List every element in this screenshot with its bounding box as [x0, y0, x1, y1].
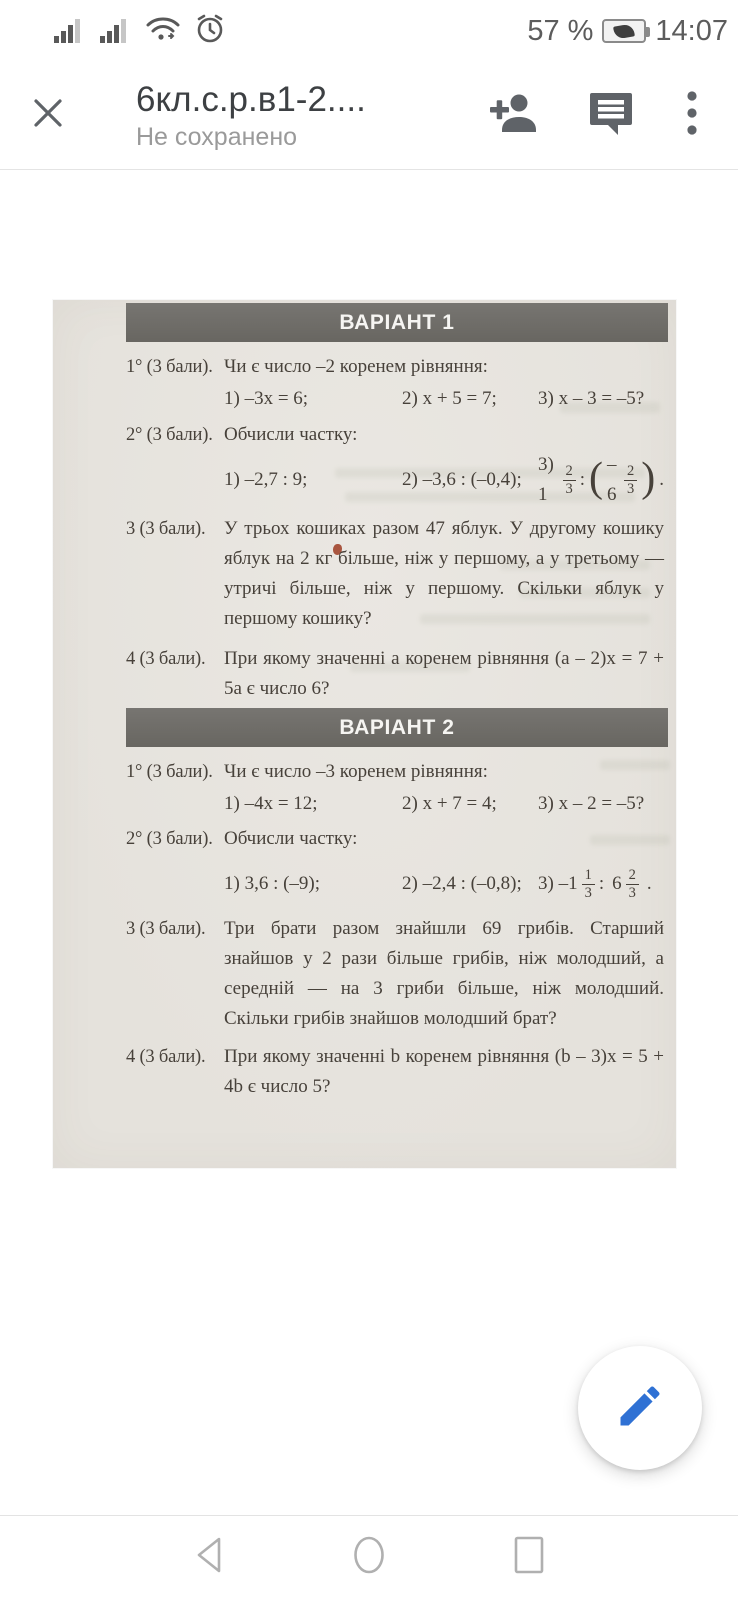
problem-text: При якому значенні a коренем рівняння (a – 2)x = 7 + 5a є число 6? [224, 648, 664, 699]
mixed-number-inner: 6 [612, 873, 622, 894]
nav-back-button[interactable] [191, 1534, 227, 1581]
v1-problem-3 [53, 514, 676, 634]
comments-button[interactable] [588, 89, 634, 142]
variant-1-banner: ВАРІАНТ 1 [126, 303, 668, 342]
close-icon [29, 94, 67, 137]
problem-lead: Чи є число –3 коренем рівняння: [224, 761, 488, 782]
close-button[interactable] [26, 94, 70, 138]
problem-number: 3 (3 бали). [126, 519, 206, 539]
fraction: $\frac{2}{3}$ [626, 867, 639, 901]
home-circle-icon [351, 1533, 387, 1582]
equation-items [224, 384, 664, 414]
person-add-icon [488, 92, 536, 139]
document-title: 6кл.с.р.в1-2.... [136, 79, 366, 119]
equation-item: 2) x + 5 = 7; [402, 388, 497, 409]
period: . [646, 873, 652, 894]
problem-text: Три брати разом знайшли 69 грибів. Старший знайшов у 2 рази більше грибів, ніж молодший, а середній — на 3 гриби більше, ніж молодший. Скільки грибів знайшов молодший брат? [224, 918, 664, 1029]
wifi-icon [144, 13, 182, 50]
equation-item: 1) –4x = 12; [224, 793, 318, 814]
battery-percent-text: 57 % [527, 14, 594, 47]
equation-items [224, 789, 664, 819]
division-sign: : [579, 469, 586, 490]
fraction: $\frac{2}{3}$ [563, 463, 576, 497]
variant-2-banner: ВАРІАНТ 2 [126, 708, 668, 747]
status-icons-left [52, 13, 226, 50]
quotient-item: 1) –2,7 : 9; [224, 469, 308, 490]
problem-number: 1° (3 бали). [126, 357, 213, 377]
v1-problem-1 [53, 352, 676, 414]
status-right [527, 15, 728, 48]
comment-icon [588, 89, 634, 142]
problem-number: 2° (3 бали). [126, 425, 213, 445]
nav-home-button[interactable] [351, 1533, 387, 1582]
close-paren: ) [641, 455, 656, 501]
cell-signal-icon-2 [98, 15, 132, 50]
share-button[interactable] [488, 92, 536, 139]
equation-item: 1) –3x = 6; [224, 388, 309, 409]
app-header [0, 62, 738, 170]
cell-signal-icon [52, 15, 86, 50]
period: . [659, 469, 664, 490]
equation-item: 3) x – 3 = –5? [538, 388, 645, 409]
problem-lead: Чи є число –2 коренем рівняння: [224, 356, 488, 377]
v2-problem-1 [53, 757, 676, 819]
status-bar [0, 0, 738, 62]
quotient-item-fractions [538, 450, 664, 510]
v1-problem-4 [53, 644, 676, 704]
problem-number: 4 (3 бали). [126, 1047, 206, 1067]
quotient-item: 2) –3,6 : (–0,4); [402, 469, 522, 490]
problem-number: 3 (3 бали). [126, 919, 206, 939]
problem-number: 4 (3 бали). [126, 649, 206, 669]
mixed-number-prefix: 3) –1 [538, 873, 578, 894]
system-nav-bar [0, 1515, 738, 1599]
equation-item: 2) x + 7 = 4; [402, 793, 497, 814]
quotient-item: 2) –2,4 : (–0,8); [402, 873, 522, 894]
title-block [136, 80, 366, 152]
recents-square-icon [511, 1534, 547, 1581]
three-dot-menu-icon [686, 90, 698, 141]
alarm-clock-icon [194, 13, 226, 50]
problem-number: 1° (3 бали). [126, 762, 213, 782]
v2-problem-2 [53, 824, 676, 910]
clock-text: 14:07 [655, 14, 728, 47]
quotient-item-fractions [538, 867, 664, 901]
battery-icon [602, 19, 646, 43]
problem-lead: Обчисли частку: [224, 828, 358, 849]
open-paren: ( [589, 455, 604, 501]
problem-text: У трьох кошиках разом 47 яблук. У другому кошику яблук на 2 кг більше, ніж у першому, а у третьому — утричі більше, ніж у першому. Скільки яблук у першому кошику? [224, 518, 664, 629]
overflow-menu-button[interactable] [686, 90, 698, 141]
problem-lead: Обчисли частку: [224, 424, 358, 445]
division-sign: : [598, 873, 605, 894]
quotient-items [224, 454, 664, 506]
save-status: Не сохранено [136, 122, 298, 151]
v1-problem-2 [53, 420, 676, 506]
power-save-leaf-icon [613, 23, 635, 39]
edit-fab-button[interactable] [578, 1346, 702, 1470]
quotient-items [224, 858, 664, 910]
nav-recents-button[interactable] [511, 1534, 547, 1581]
fraction: $\frac{1}{3}$ [582, 867, 595, 901]
header-actions [488, 89, 712, 142]
quotient-item: 1) 3,6 : (–9); [224, 873, 321, 894]
mixed-number-prefix: 3) 1 [538, 454, 554, 505]
mixed-number-inner: –6 [607, 454, 617, 505]
v2-problem-3 [53, 914, 676, 1034]
problem-text: При якому значенні b коренем рівняння (b – 3)x = 5 + 4b є число 5? [224, 1046, 664, 1097]
edit-pencil-icon [614, 1380, 666, 1437]
fraction: $\frac{2}{3}$ [624, 463, 637, 497]
v2-problem-4 [53, 1042, 676, 1102]
problem-number: 2° (3 бали). [126, 829, 213, 849]
equation-item: 3) x – 2 = –5? [538, 793, 645, 814]
back-triangle-icon [191, 1534, 227, 1581]
scanned-page[interactable] [53, 300, 676, 1168]
